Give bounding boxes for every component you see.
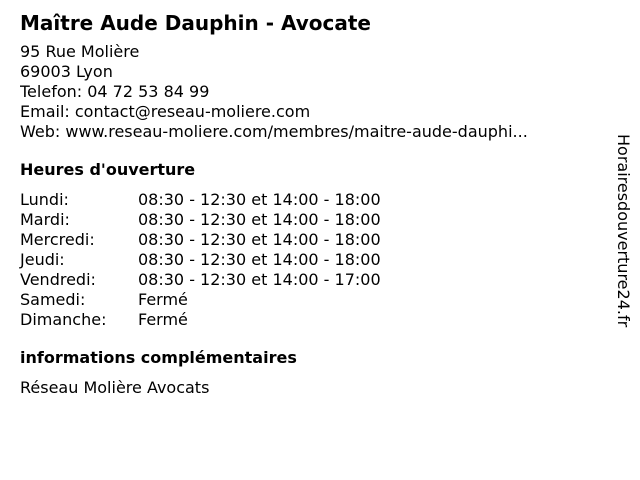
business-card — [20, 10, 600, 398]
hours-time: 08:30 - 12:30 et 14:00 - 18:00 — [138, 190, 381, 209]
hours-time: Fermé — [138, 310, 188, 329]
hours-row-vendredi — [20, 270, 600, 290]
business-name: Maître Aude Dauphin - Avocate — [20, 11, 371, 35]
hours-day: Samedi: — [20, 290, 86, 309]
hours-day: Dimanche: — [20, 310, 107, 329]
hours-row-mardi — [20, 210, 600, 230]
hours-table — [20, 190, 600, 330]
phone-number: Telefon: 04 72 53 84 99 — [20, 82, 210, 101]
hours-time: Fermé — [138, 290, 188, 309]
hours-day: Vendredi: — [20, 270, 96, 289]
info-text: Réseau Molière Avocats — [20, 378, 210, 397]
website-url: Web: www.reseau-moliere.com/membres/maitre-aude-dauphi... — [20, 122, 528, 141]
hours-time: 08:30 - 12:30 et 14:00 - 18:00 — [138, 210, 381, 229]
hours-time: 08:30 - 12:30 et 14:00 - 18:00 — [138, 230, 381, 249]
hours-heading: Heures d'ouverture — [20, 160, 196, 179]
brand-watermark: Horairesdouverture24.fr — [614, 134, 633, 328]
hours-day: Lundi: — [20, 190, 69, 209]
hours-time: 08:30 - 12:30 et 14:00 - 18:00 — [138, 250, 381, 269]
address-city: 69003 Lyon — [20, 62, 113, 81]
hours-row-jeudi — [20, 250, 600, 270]
email-address: Email: contact@reseau-moliere.com — [20, 102, 311, 121]
hours-row-mercredi — [20, 230, 600, 250]
address-street: 95 Rue Molière — [20, 42, 140, 61]
hours-row-lundi — [20, 190, 600, 210]
hours-day: Mardi: — [20, 210, 70, 229]
hours-day: Mercredi: — [20, 230, 95, 249]
hours-day: Jeudi: — [20, 250, 65, 269]
hours-time: 08:30 - 12:30 et 14:00 - 17:00 — [138, 270, 381, 289]
hours-row-dimanche — [20, 310, 600, 330]
info-heading: informations complémentaires — [20, 348, 297, 367]
hours-row-samedi — [20, 290, 600, 310]
